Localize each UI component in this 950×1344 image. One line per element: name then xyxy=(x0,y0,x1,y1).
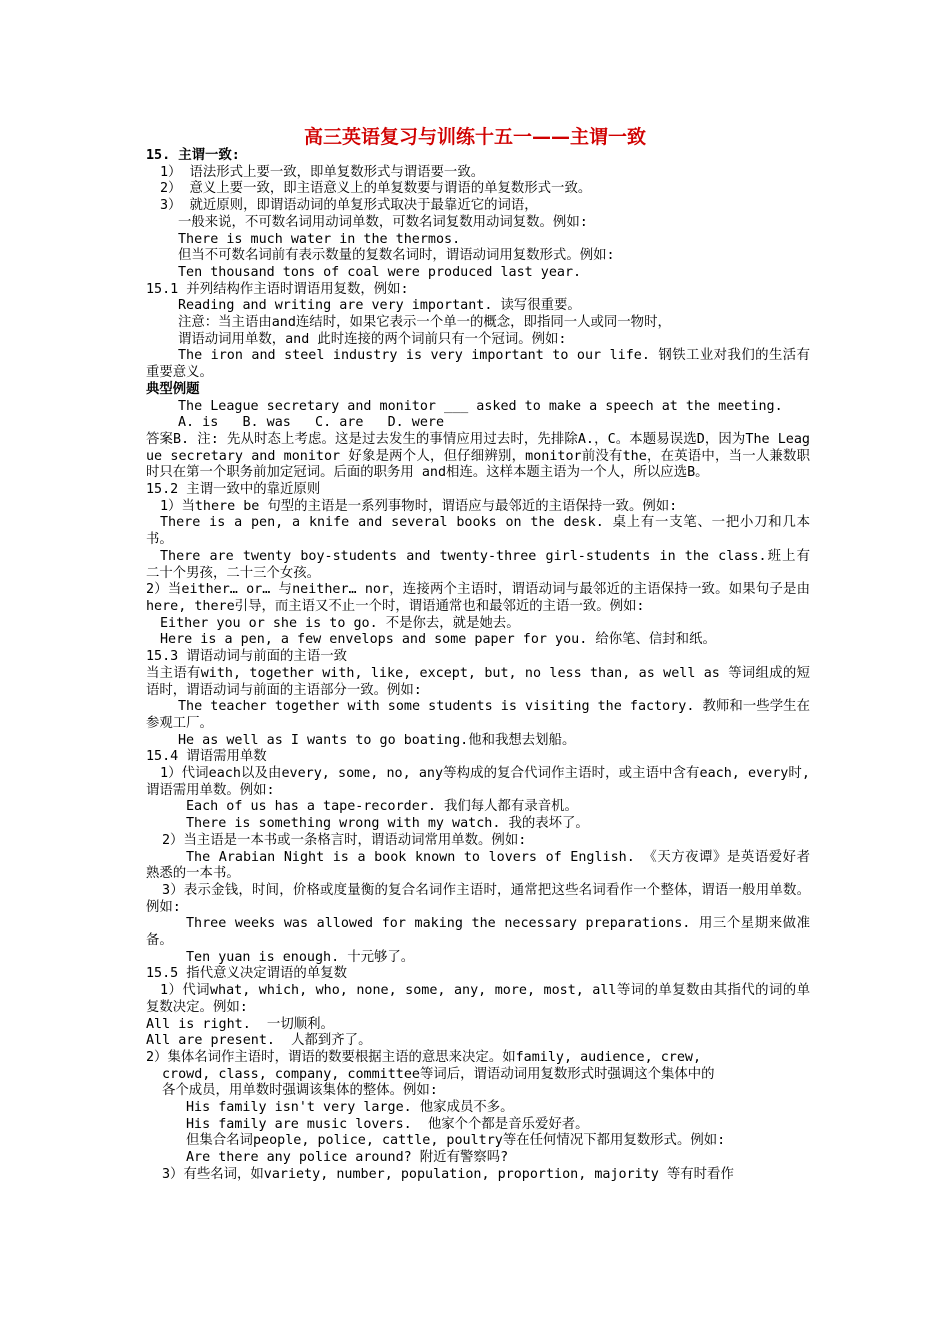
document-body xyxy=(146,148,810,1184)
section-heading: 15. 主谓一致: xyxy=(146,148,240,163)
example-line: His family isn't very large. 他家成员不多。 xyxy=(186,1100,514,1116)
example-paragraph: There are twenty boy-students and twenty-three girl-students in the class.班上有二十个男孩，二十三个女孩。 xyxy=(146,548,810,581)
subsection-heading: 15.4 谓语需用单数 xyxy=(146,749,267,765)
text-line: 但当不可数名词前有表示数量的复数名词时，谓语动词用复数形式。例如: xyxy=(178,248,615,264)
subsection-heading: 15.5 指代意义决定谓语的单复数 xyxy=(146,966,347,982)
example-line: All are present. 人都到齐了。 xyxy=(146,1033,372,1049)
example-paragraph: Three weeks was allowed for making the necessary preparations. 用三个星期来做准备。 xyxy=(146,916,810,949)
example-line: All is right. 一切顺利。 xyxy=(146,1016,334,1032)
text-line: 一般来说，不可数名词用动词单数，可数名词复数用动词复数。例如: xyxy=(178,214,588,230)
note-line: 谓语动词用单数，and 此时连接的两个词前只有一个冠词。例如: xyxy=(178,331,567,347)
rule-line: 各个成员，用单数时强调该集体的整体。例如: xyxy=(162,1083,438,1099)
example-paragraph: The teacher together with some students is visiting the factory. 教师和一些学生在参观工厂。 xyxy=(146,699,810,731)
text-line: 3） 就近原则，即谓语动词的单复形式取决于最靠近它的词语， xyxy=(160,198,538,214)
example-paragraph: There is a pen, a knife and several books on the desk. 桌上有一支笔、一把小刀和几本书。 xyxy=(146,515,810,548)
example-line: Ten thousand tons of coal were produced last year. xyxy=(178,264,582,280)
rule-line: crowd, class, company, committee等词后，谓语动词用复数形式时强调这个集体中的 xyxy=(162,1066,715,1082)
text-line: 2） 意义上要一致，即主语意义上的单复数要与谓语的单复数形式一致。 xyxy=(160,181,592,197)
note-line: 但集合名词people, police, cattle, poultry等在任何情况下都用复数形式。例如: xyxy=(186,1133,726,1149)
example-line: Ten yuan is enough. 十元够了。 xyxy=(186,949,415,965)
question-line: The League secretary and monitor ___ asked to make a speech at the meeting. xyxy=(178,398,783,414)
example-line: There is something wrong with my watch. 我的表坏了。 xyxy=(186,816,589,832)
subsection-heading: 15.2 主谓一致中的靠近原则 xyxy=(146,482,321,498)
rule-paragraph: 当主语有with, together with, like, except, but, no less than, as well as 等词组成的短语时，谓语动词与前面的主语部分一致。例如: xyxy=(146,665,810,698)
subsection-heading: 15.1 并列结构作主语时谓语用复数，例如: xyxy=(146,281,409,297)
rule-line: 3）有些名词，如variety, number, population, proportion, majority 等有时看作 xyxy=(162,1166,734,1182)
examples-heading: 典型例题 xyxy=(146,381,200,397)
example-paragraph: The Arabian Night is a book known to lovers of English. 《天方夜谭》是英语爱好者熟悉的一本书。 xyxy=(146,849,810,882)
page-title: 高三英语复习与训练十五一——主谓一致 xyxy=(303,126,646,148)
example-paragraph: The iron and steel industry is very important to our life. 钢铁工业对我们的生活有重要意义。 xyxy=(146,348,810,381)
rule-paragraph: 2）当either… or… 与neither… nor，连接两个主语时，谓语动词与最邻近的主语保持一致。如果句子是由here, there引导，而主语又不止一个时，谓语通常也和最邻近的主语一致。例如: xyxy=(146,582,810,614)
example-line: There is much water in the thermos. xyxy=(178,231,461,247)
rule-paragraph: 3）表示金钱，时间，价格或度量衡的复合名词作主语时，通常把这些名词看作一个整体，谓语一般用单数。例如: xyxy=(146,882,810,915)
example-line: Here is a pen, a few envelops and some paper for you. 给你笔、信封和纸。 xyxy=(160,632,716,648)
subsection-heading: 15.3 谓语动词与前面的主语一致 xyxy=(146,649,347,665)
note-line: 注意：当主语由and连结时，如果它表示一个单一的概念，即指同一人或同一物时， xyxy=(178,315,671,331)
rule-paragraph: 1）代词what, which, who, none, some, any, more, most, all等词的单复数由其指代的词的单复数决定。例如: xyxy=(146,983,810,1015)
text-line: 1） 语法形式上要一致，即单复数形式与谓语要一致。 xyxy=(160,164,485,180)
example-line: His family are music lovers. 他家个个都是音乐爱好者。 xyxy=(186,1116,589,1132)
example-line: He as well as I wants to go boating.他和我想去划船。 xyxy=(178,732,576,748)
question-options: A. is B. was C. are D. were xyxy=(178,415,445,431)
example-line: Either you or she is to go. 不是你去，就是她去。 xyxy=(160,615,520,631)
example-line: Reading and writing are very important. 读写很重要。 xyxy=(178,298,581,314)
rule-line: 1）当there be 句型的主语是一系列事物时，谓语应与最邻近的主语保持一致。例如: xyxy=(160,498,678,514)
rule-paragraph: 1）代词each以及由every, some, no, any等构成的复合代词作主语时，或主语中含有each, every时, 谓语需用单数。例如: xyxy=(146,766,810,798)
rule-line: 2）集体名词作主语时，谓语的数要根据主语的意思来决定。如family, audience, crew, xyxy=(146,1049,702,1065)
answer-paragraph: 答案B. 注: 先从时态上考虑。这是过去发生的事情应用过去时，先排除A.，C。本题易误选D，因为The League secretary and monitor 好象是两个人，但仔细辨别，monitor前没有the，在英语中，当一人兼数职时只在第一个职务前加定冠词。后面的职务用 and相连。这样本题主语为一个人，所以应选B。 xyxy=(146,431,810,481)
example-line: Are there any police around? 附近有警察吗? xyxy=(186,1150,509,1166)
example-line: Each of us has a tape-recorder. 我们每人都有录音机。 xyxy=(186,799,578,815)
rule-line: 2）当主语是一本书或一条格言时，谓语动词常用单数。例如: xyxy=(162,832,527,848)
